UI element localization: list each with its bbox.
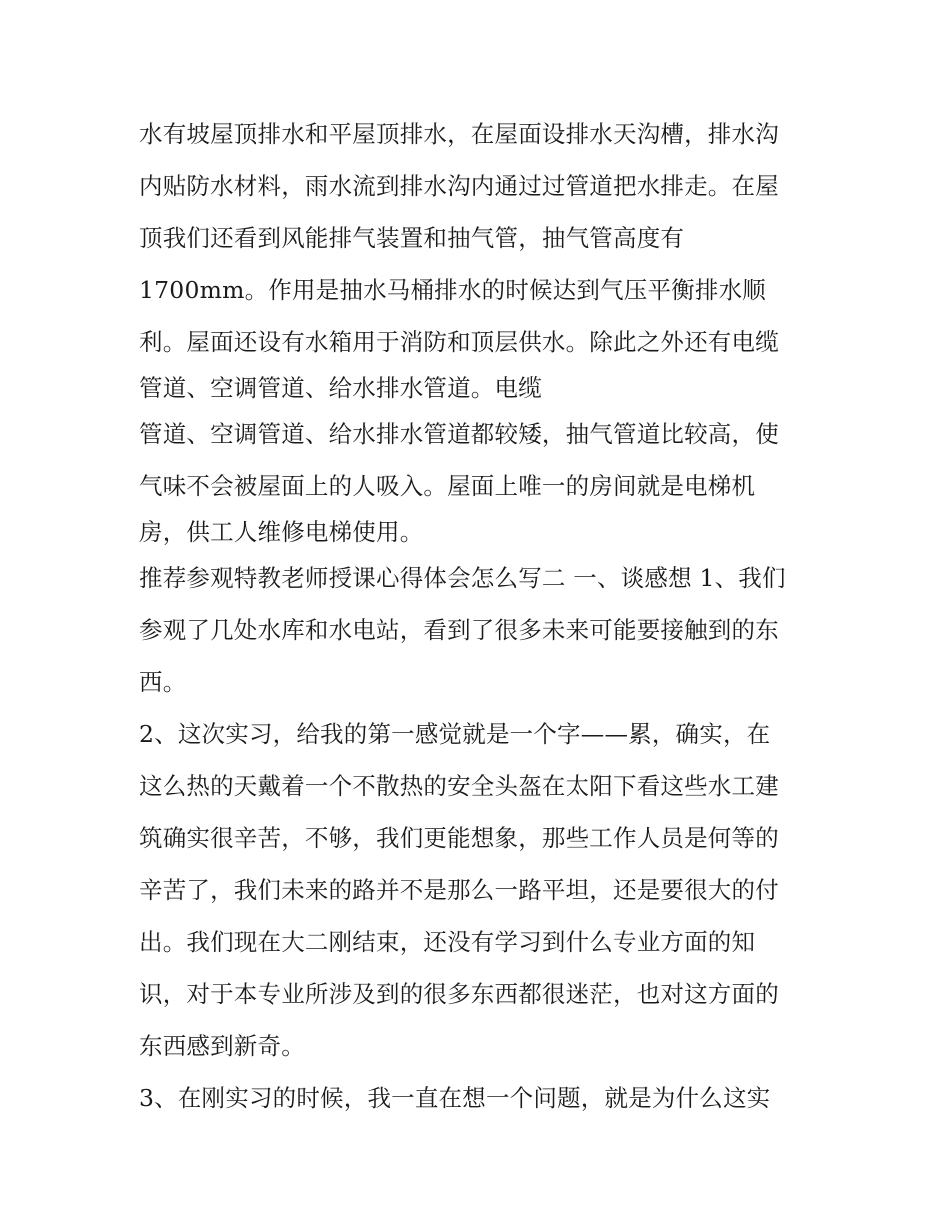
body-text [139, 108, 819, 1124]
text-line: 东西感到新奇。 [139, 1032, 305, 1060]
text-line: 推荐参观特教老师授课心得体会怎么写二 一、谈感想 1、我们 [139, 564, 786, 592]
text-line: 利。屋面还设有水箱用于消防和顶层供水。除此之外还有电缆 [139, 328, 779, 356]
text-line: 内贴防水材料，雨水流到排水沟内通过过管道把水排走。在屋 [139, 172, 779, 200]
text-line: 顶我们还看到风能排气装置和抽气管，抽气管高度有 [139, 224, 685, 252]
text-line: 房，供工人维修电梯使用。 [139, 518, 424, 546]
text-line: 管道、空调管道、给水排水管道都较矮，抽气管道比较高，使 [139, 420, 779, 448]
text-line: 3、在刚实习的时候，我一直在想一个问题，就是为什么这实 [139, 1084, 771, 1112]
text-line: 这么热的天戴着一个不散热的安全头盔在太阳下看这些水工建 [139, 772, 779, 800]
text-line: 水有坡屋顶排水和平屋顶排水，在屋面设排水天沟槽，排水沟 [139, 120, 779, 148]
text-line: 出。我们现在大二刚结束，还没有学习到什么专业方面的知 [139, 928, 756, 956]
text-line: 辛苦了，我们未来的路并不是那么一路平坦，还是要很大的付 [139, 876, 779, 904]
text-line: 管道、空调管道、给水排水管道。电缆 [139, 374, 542, 402]
text-line: 筑确实很辛苦，不够，我们更能想象，那些工作人员是何等的 [139, 824, 779, 852]
text-line: 西。 [139, 668, 187, 696]
text-line: 参观了几处水库和水电站，看到了很多未来可能要接触到的东 [139, 616, 779, 644]
text-line: 识，对于本专业所涉及到的很多东西都很迷茫，也对这方面的 [139, 980, 779, 1008]
text-line: 1700mm。作用是抽水马桶排水的时候达到气压平衡排水顺 [139, 276, 766, 304]
text-line: 2、这次实习，给我的第一感觉就是一个字——累，确实，在 [139, 720, 771, 748]
text-line: 气味不会被屋面上的人吸入。屋面上唯一的房间就是电梯机 [139, 472, 756, 500]
